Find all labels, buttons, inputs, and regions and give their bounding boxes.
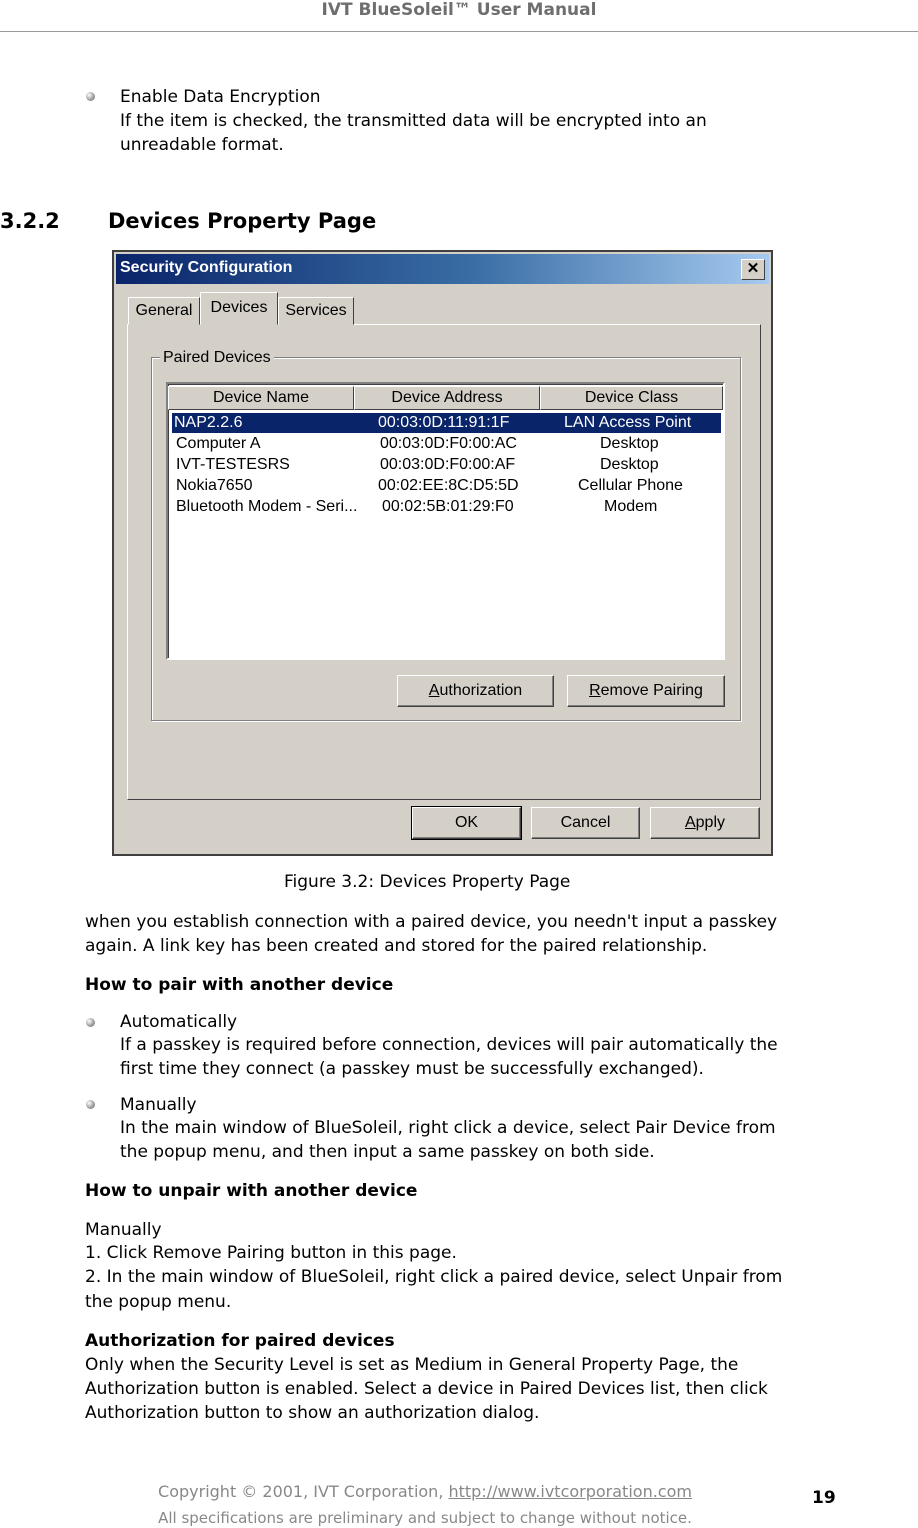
section-number: 3.2.2 (0, 209, 60, 233)
device-name: IVT-TESTESRS (176, 456, 290, 473)
paired-devices-list[interactable] (166, 382, 725, 660)
column-header-device-name[interactable]: Device Name (168, 386, 354, 410)
device-class: Cellular Phone (578, 477, 683, 494)
figure-caption: Figure 3.2: Devices Property Page (284, 872, 571, 892)
paired-devices-label: Paired Devices (160, 349, 274, 367)
encryption-title: Enable Data Encryption (120, 87, 321, 107)
page-number: 19 (812, 1488, 836, 1508)
bullet-icon (86, 1100, 95, 1109)
pair-heading: How to pair with another device (85, 975, 394, 995)
cancel-button[interactable]: Cancel (531, 807, 640, 839)
tab-general[interactable]: General (128, 297, 200, 325)
device-name: Bluetooth Modem - Seri... (176, 498, 358, 515)
authorization-line-2: Authorization button is enabled. Select a device in Paired Devices list, then click (85, 1379, 768, 1399)
apply-label: pply (695, 814, 726, 831)
close-icon[interactable]: ✕ (741, 259, 765, 280)
intro-line-2: again. A link key has been created and stored for the paired relationship. (85, 936, 708, 956)
remove-pairing-mnemonic: R (589, 682, 601, 699)
remove-pairing-label: emove Pairing (600, 682, 703, 699)
column-header-device-class[interactable]: Device Class (540, 386, 723, 410)
apply-button[interactable] (650, 807, 760, 839)
footer-notice: All specifications are preliminary and subject to change without notice. (158, 1509, 692, 1527)
authorization-line-3: Authorization button to show an authorization dialog. (85, 1403, 540, 1423)
page-header-title: IVT BlueSoleil™ User Manual (321, 0, 597, 20)
unpair-heading: How to unpair with another device (85, 1181, 418, 1201)
device-row[interactable] (172, 476, 721, 496)
device-class: Modem (604, 498, 658, 515)
authorization-mnemonic: A (428, 682, 440, 699)
device-class: Desktop (600, 435, 659, 452)
device-address: 00:02:EE:8C:D5:5D (378, 477, 519, 494)
device-class: Desktop (600, 456, 659, 473)
bullet-icon (86, 92, 95, 101)
unpair-line-3: 2. In the main window of BlueSoleil, right click a paired device, select Unpair from (85, 1267, 783, 1287)
device-name: Nokia7650 (176, 477, 253, 494)
device-row[interactable] (172, 497, 721, 517)
unpair-line-4: the popup menu. (85, 1292, 232, 1312)
tab-devices[interactable]: Devices (200, 292, 278, 325)
bullet-icon (86, 1018, 95, 1027)
pair-manual-title: Manually (120, 1095, 197, 1115)
device-address: 00:03:0D:F0:00:AF (380, 456, 516, 473)
authorization-label: uthorization (439, 682, 523, 699)
footer-copyright (0, 1482, 850, 1502)
device-row[interactable] (172, 455, 721, 475)
apply-mnemonic: A (684, 814, 696, 831)
unpair-line-2: 1. Click Remove Pairing button in this page. (85, 1243, 457, 1263)
encryption-line-1: If the item is checked, the transmitted data will be encrypted into an (120, 111, 707, 131)
copyright-text: Copyright © 2001, IVT Corporation, (158, 1482, 449, 1501)
device-name: Computer A (176, 435, 261, 452)
security-configuration-dialog (112, 250, 773, 856)
pair-auto-title: Automatically (120, 1012, 238, 1032)
pair-manual-line-1: In the main window of BlueSoleil, right click a device, select Pair Device from (120, 1118, 776, 1138)
authorization-button[interactable] (397, 675, 554, 707)
dialog-title: Security Configuration (120, 259, 293, 276)
dialog-titlebar (116, 254, 769, 284)
tab-services[interactable]: Services (278, 297, 354, 325)
pair-auto-line-1: If a passkey is required before connection, devices will pair automatically the (120, 1035, 778, 1055)
authorization-heading: Authorization for paired devices (85, 1331, 395, 1351)
pair-manual-line-2: the popup menu, and then input a same passkey on both side. (120, 1142, 655, 1162)
device-row[interactable] (172, 413, 721, 433)
company-link[interactable]: http://www.ivtcorporation.com (448, 1482, 692, 1501)
device-address: 00:02:5B:01:29:F0 (382, 498, 514, 515)
encryption-line-2: unreadable format. (120, 135, 284, 155)
device-row[interactable] (172, 434, 721, 454)
section-title: Devices Property Page (108, 209, 377, 233)
device-address: 00:03:0D:11:91:1F (378, 414, 510, 431)
header-divider (0, 31, 918, 32)
ok-button[interactable]: OK (412, 807, 521, 839)
remove-pairing-button[interactable] (567, 675, 725, 707)
device-class: LAN Access Point (564, 414, 692, 431)
intro-line-1: when you establish connection with a paired device, you needn't input a passkey (85, 912, 778, 932)
column-header-device-address[interactable]: Device Address (354, 386, 540, 410)
unpair-line-1: Manually (85, 1220, 162, 1240)
device-address: 00:03:0D:F0:00:AC (380, 435, 517, 452)
pair-auto-line-2: first time they connect (a passkey must be successfully exchanged). (120, 1059, 704, 1079)
device-name: NAP2.2.6 (174, 414, 243, 431)
authorization-line-1: Only when the Security Level is set as Medium in General Property Page, the (85, 1355, 739, 1375)
